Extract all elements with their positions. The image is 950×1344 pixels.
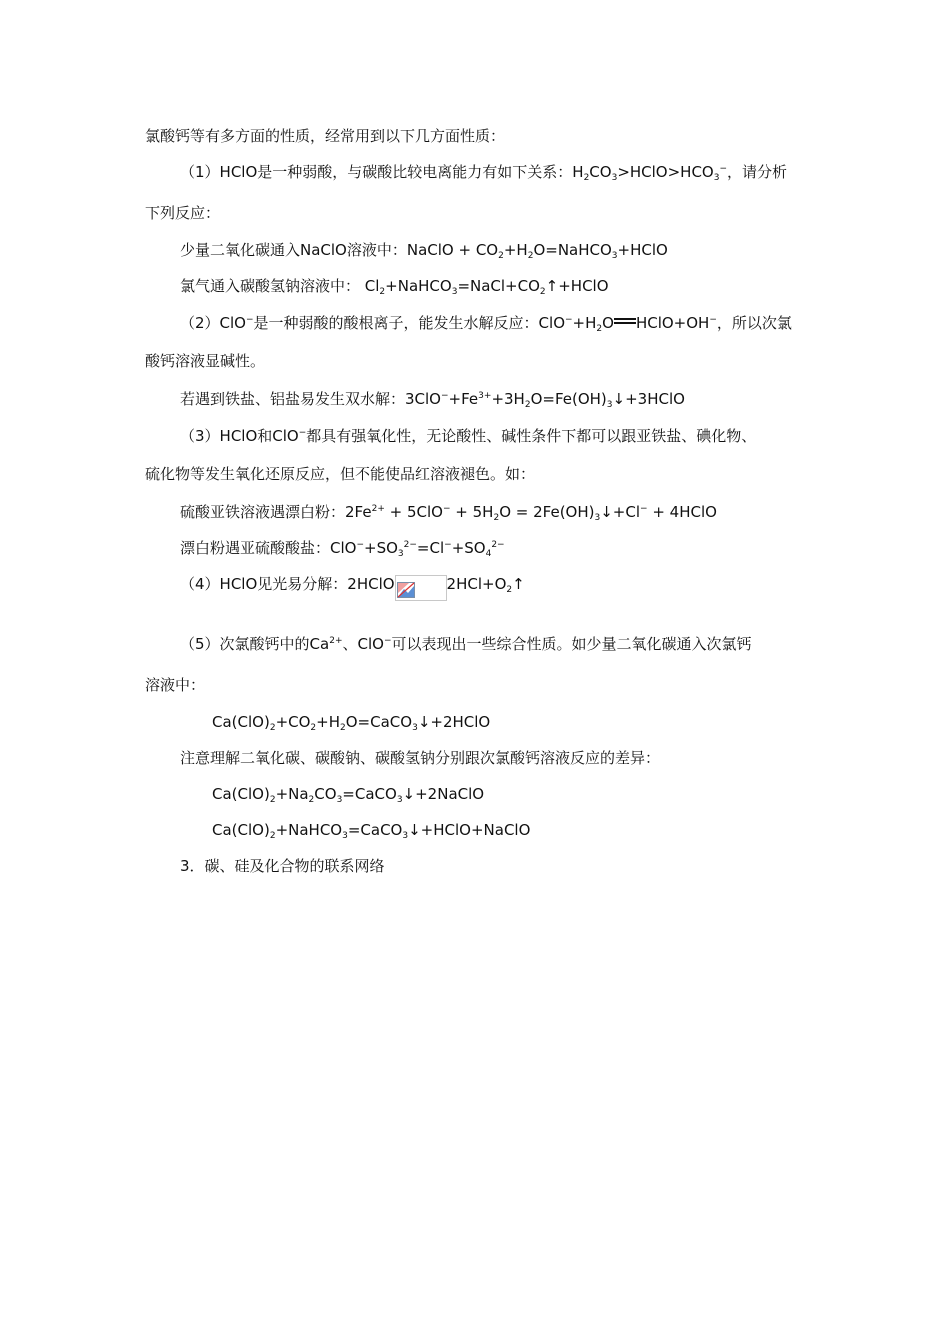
paragraph-point-4: （4）HClO见光易分解：2HClO $2HCl+O_2↑$: [180, 574, 525, 601]
paragraph-point-1: （1）HClO是一种弱酸，与碳酸比较电离能力有如下关系：$H_2CO_3>HClO>HCO_3^-$，请分析: [180, 163, 788, 183]
point-4-text: （4）HClO见光易分解：2HClO: [180, 575, 395, 593]
paragraph-intro: [145, 126, 505, 146]
reaction-cl2-nahco3: 氯气通入碳酸氢钠溶液中： $Cl_2+NaHCO_3=NaCl+CO_2↑+HClO$: [180, 277, 609, 297]
reaction-7-text: Ca(ClO): [212, 785, 270, 803]
paragraph-point-2: （2）ClO−是一种弱酸的酸根离子，能发生水解反应：$ClO^-+H_2O$ HClO+OH−，所以次氯: [180, 314, 792, 334]
text-intro: 氯酸钙等有多方面的性质，经常用到以下几方面性质：: [145, 127, 506, 145]
paragraph-point-2-cont: [145, 351, 265, 371]
reaction-nacl0-co2: 少量二氧化碳通入NaClO溶液中：NaClO + $CO_2+H_2O=NaHCO_3+HClO$: [180, 241, 668, 261]
section-heading-3: [180, 856, 385, 876]
paragraph-point-1-cont: [145, 203, 220, 223]
paragraph-point-5-cont: [145, 675, 205, 695]
paragraph-point-3: （3）HClO和ClO−都具有强氧化性，无论酸性、碱性条件下都可以跟亚铁盐、碘化物、: [180, 427, 757, 445]
point-2-text-a: （2）ClO: [180, 314, 246, 332]
point-2-text-b: 是一种弱酸的酸根离子，能发生水解反应：ClO: [253, 314, 565, 332]
reaction-6-text: Ca(ClO): [212, 713, 270, 731]
point-5-text-b: 、ClO: [342, 635, 384, 653]
broken-image-icon: [397, 582, 415, 598]
reaction-1-text: 少量二氧化碳通入NaClO溶液中：NaClO + CO: [180, 241, 499, 259]
equilibrium-arrow-icon: [614, 317, 636, 327]
paragraph-point-5: （5）次氯酸钙中的$Ca^{2+}$、ClO−可以表现出一些综合性质。如少量二氧化碳通入次氯钙: [180, 635, 752, 653]
reaction-2-text: 氯气通入碳酸氢钠溶液中： Cl: [180, 277, 380, 295]
reaction-feso4-bleach: 硫酸亚铁溶液遇漂白粉：$2Fe^{2+} + 5ClO^- + 5H_2O$ = $2Fe(OH)_3↓+Cl^-$ + 4HClO: [180, 503, 717, 523]
point-1-cont-text: 下列反应：: [145, 204, 221, 222]
reaction-double-hydrolysis: 若遇到铁盐、铝盐易发生双水解：$3ClO^-+Fe^{3+}+3H_2O=Fe(OH)_3↓+3HClO$: [180, 390, 685, 410]
point-5-text-a: （5）次氯酸钙中的Ca: [180, 635, 330, 653]
point-3-text-a: （3）HClO和ClO: [180, 427, 299, 445]
paragraph-point-3-cont: [145, 464, 535, 484]
note-text: 注意理解二氧化碳、碳酸钠、碳酸氢钠分别跟次氯酸钙溶液反应的差异：: [180, 749, 661, 767]
point-1-tail: ，请分析: [727, 163, 788, 181]
reaction-3-text: 若遇到铁盐、铝盐易发生双水解：3ClO: [180, 390, 441, 408]
reaction-5-text: 漂白粉遇亚硫酸酸盐：ClO: [180, 539, 357, 557]
reaction-4-text: 硫酸亚铁溶液遇漂白粉：2Fe: [180, 503, 372, 521]
reaction-caclo2-na2co3: $Ca(ClO)_2+Na_2CO_3=CaCO_3↓+2NaClO$: [212, 785, 485, 805]
point-3-cont-text: 硫化物等发生氧化还原反应，但不能使品红溶液褪色。如：: [145, 465, 536, 483]
point-5-cont-text: 溶液中：: [145, 676, 206, 694]
point-3-text-b: 都具有强氧化性，无论酸性、碱性条件下都可以跟亚铁盐、碘化物、: [306, 427, 757, 445]
point-4-products: 2HCl+O: [446, 575, 507, 593]
section-3-title: 3．碳、硅及化合物的联系网络: [180, 857, 385, 875]
reaction-8-text: Ca(ClO): [212, 821, 270, 839]
reaction-caclo2-nahco3: $Ca(ClO)_2+NaHCO_3=CaCO_3↓+HClO+NaClO$: [212, 821, 531, 841]
point-2-cont-text: 酸钙溶液显碱性。: [145, 352, 266, 370]
point-1-text: （1）HClO是一种弱酸，与碳酸比较电离能力有如下关系：: [180, 163, 573, 181]
point-5-text-c: 可以表现出一些综合性质。如少量二氧化碳通入次氯钙: [391, 635, 752, 653]
broken-image-placeholder: [395, 575, 447, 601]
reaction-bleach-sulfite: 漂白粉遇亚硫酸酸盐：$ClO^-+SO_3^{2-}=Cl^-+SO_4^{2-}$: [180, 539, 505, 559]
reaction-caclo2-co2: $Ca(ClO)_2+CO_2+H_2O=CaCO_3↓+2HClO$: [212, 713, 491, 733]
point-2-tail: ，所以次氯: [716, 314, 792, 332]
paragraph-note: [180, 748, 660, 768]
